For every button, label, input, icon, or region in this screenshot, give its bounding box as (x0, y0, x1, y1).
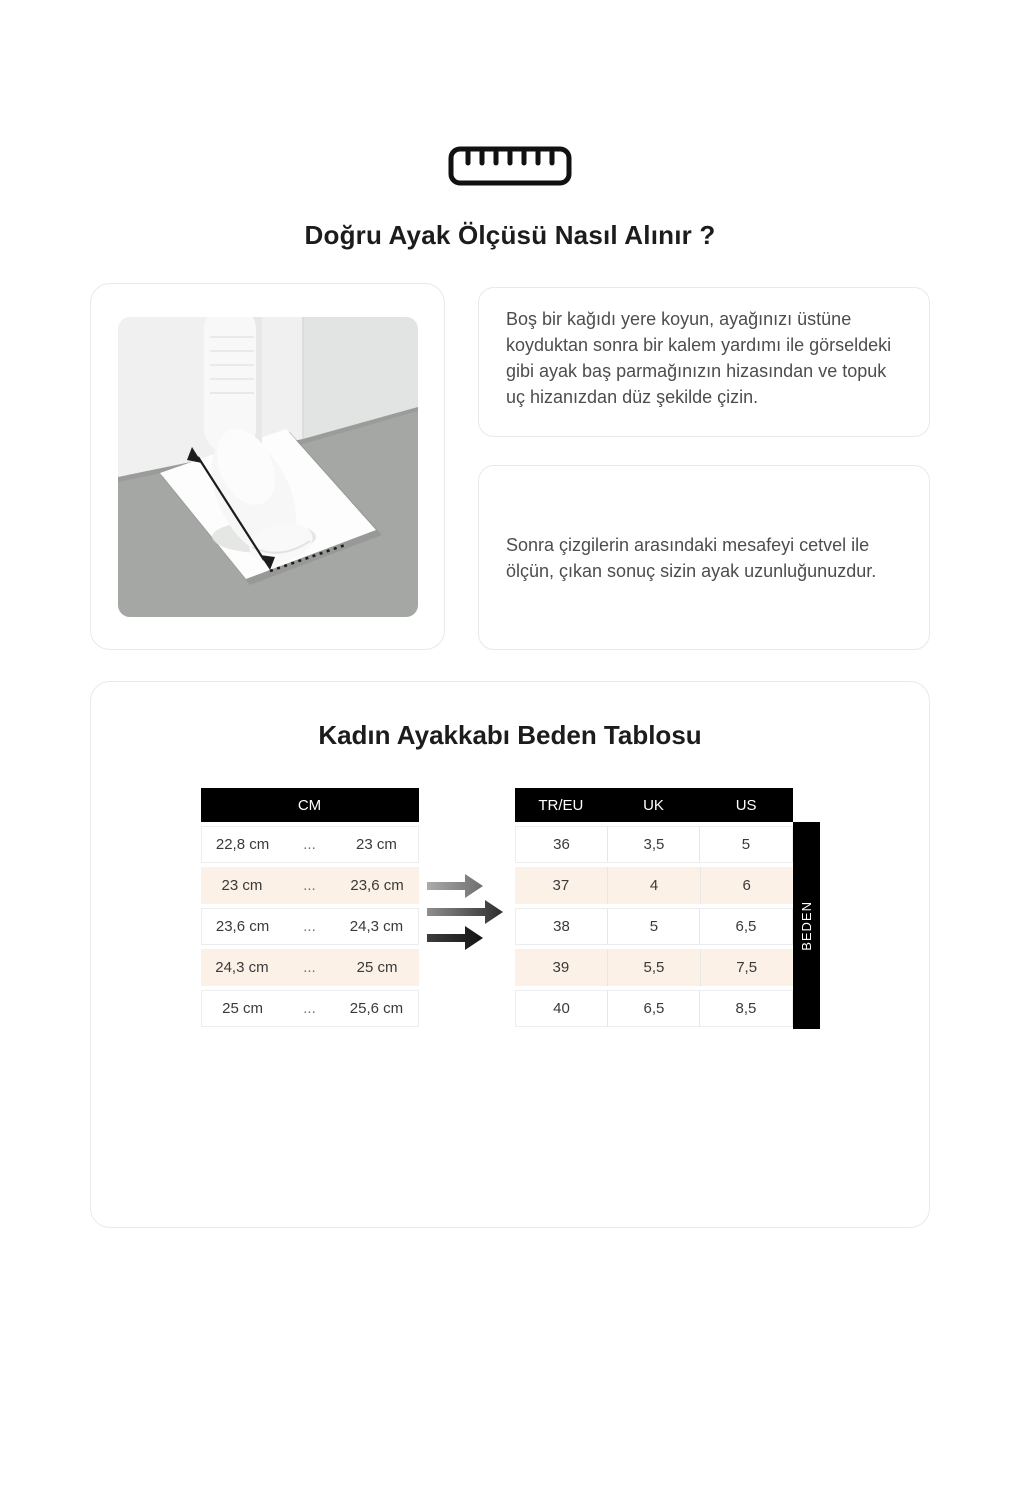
instruction-note-1 (478, 287, 930, 437)
international-size-table (515, 788, 793, 1027)
transfer-arrows-icon (419, 788, 515, 952)
size-us: 5 (699, 827, 791, 862)
instruction-note-2 (478, 465, 930, 650)
size-uk: 5 (607, 909, 699, 944)
foot-measure-photo-card (90, 283, 445, 650)
beden-side-label (793, 822, 820, 1029)
cm-to: 24,3 cm (349, 918, 404, 935)
cm-to: 25 cm (356, 959, 398, 976)
size-treu: 40 (553, 1000, 570, 1017)
size-row (515, 990, 793, 1027)
size-us: 8,5 (699, 991, 791, 1026)
size-us: 6,5 (699, 909, 791, 944)
cm-from: 23,6 cm (215, 918, 270, 935)
size-treu: 37 (552, 877, 570, 894)
cm-to: 23 cm (356, 836, 397, 853)
cm-from: 23 cm (221, 877, 263, 894)
beden-label-text: BEDEN (798, 900, 814, 951)
size-header-us: US (735, 796, 757, 814)
cm-row (201, 990, 419, 1027)
size-row (515, 949, 793, 986)
cm-row (201, 908, 419, 945)
instruction-note-2-text: Sonra çizgilerin arasındaki mesafeyi cetvel ile ölçün, çıkan sonuç sizin ayak uzunluğunuzdur. (506, 534, 877, 581)
instruction-notes (478, 283, 930, 650)
cm-to: 25,6 cm (349, 1000, 404, 1017)
size-table-title: Kadın Ayakkabı Beden Tablosu (318, 720, 702, 750)
page-title: Doğru Ayak Ölçüsü Nasıl Alınır ? (304, 220, 716, 250)
size-uk: 3,5 (607, 827, 699, 862)
size-tables (91, 788, 929, 1029)
size-treu: 38 (553, 918, 570, 935)
cm-separator: ... (303, 918, 316, 935)
instruction-note-1-text: Boş bir kağıdı yere koyun, ayağınızı üstüne koyduktan sonra bir kalem yardımı ile görseldeki gibi ayak baş parmağınızın hizasından ve topuk uç hizanızdan düz şekilde çizin. (506, 309, 892, 407)
size-uk: 4 (607, 867, 700, 904)
cm-row (201, 867, 419, 904)
cm-row (201, 949, 419, 986)
size-uk: 6,5 (607, 991, 699, 1026)
howto-section (90, 283, 930, 650)
cm-table-header (201, 788, 419, 822)
size-row (515, 908, 793, 945)
size-header-treu: TR/EU (538, 796, 584, 814)
foot-measure-photo (118, 317, 418, 617)
cm-from: 25 cm (222, 1000, 263, 1017)
cm-header-label: CM (297, 796, 322, 814)
cm-to: 23,6 cm (350, 877, 404, 894)
ruler-icon (448, 146, 572, 186)
size-row (515, 867, 793, 904)
cm-table (201, 788, 419, 1027)
size-us: 7,5 (700, 949, 793, 986)
size-guide-page (0, 146, 1020, 1506)
size-treu: 36 (553, 836, 570, 853)
cm-from: 22,8 cm (215, 836, 270, 853)
size-row (515, 826, 793, 863)
cm-from: 24,3 cm (215, 959, 269, 976)
international-size-table-wrap (515, 788, 820, 1029)
size-uk: 5,5 (607, 949, 700, 986)
cm-separator: ... (303, 836, 316, 853)
cm-separator: ... (303, 877, 316, 894)
size-us: 6 (700, 867, 793, 904)
size-header-uk: UK (643, 796, 664, 814)
size-table-card (90, 681, 930, 1228)
cm-separator: ... (303, 959, 316, 976)
size-treu: 39 (552, 959, 570, 976)
cm-row (201, 826, 419, 863)
size-table-header (515, 788, 793, 822)
cm-separator: ... (303, 1000, 316, 1017)
